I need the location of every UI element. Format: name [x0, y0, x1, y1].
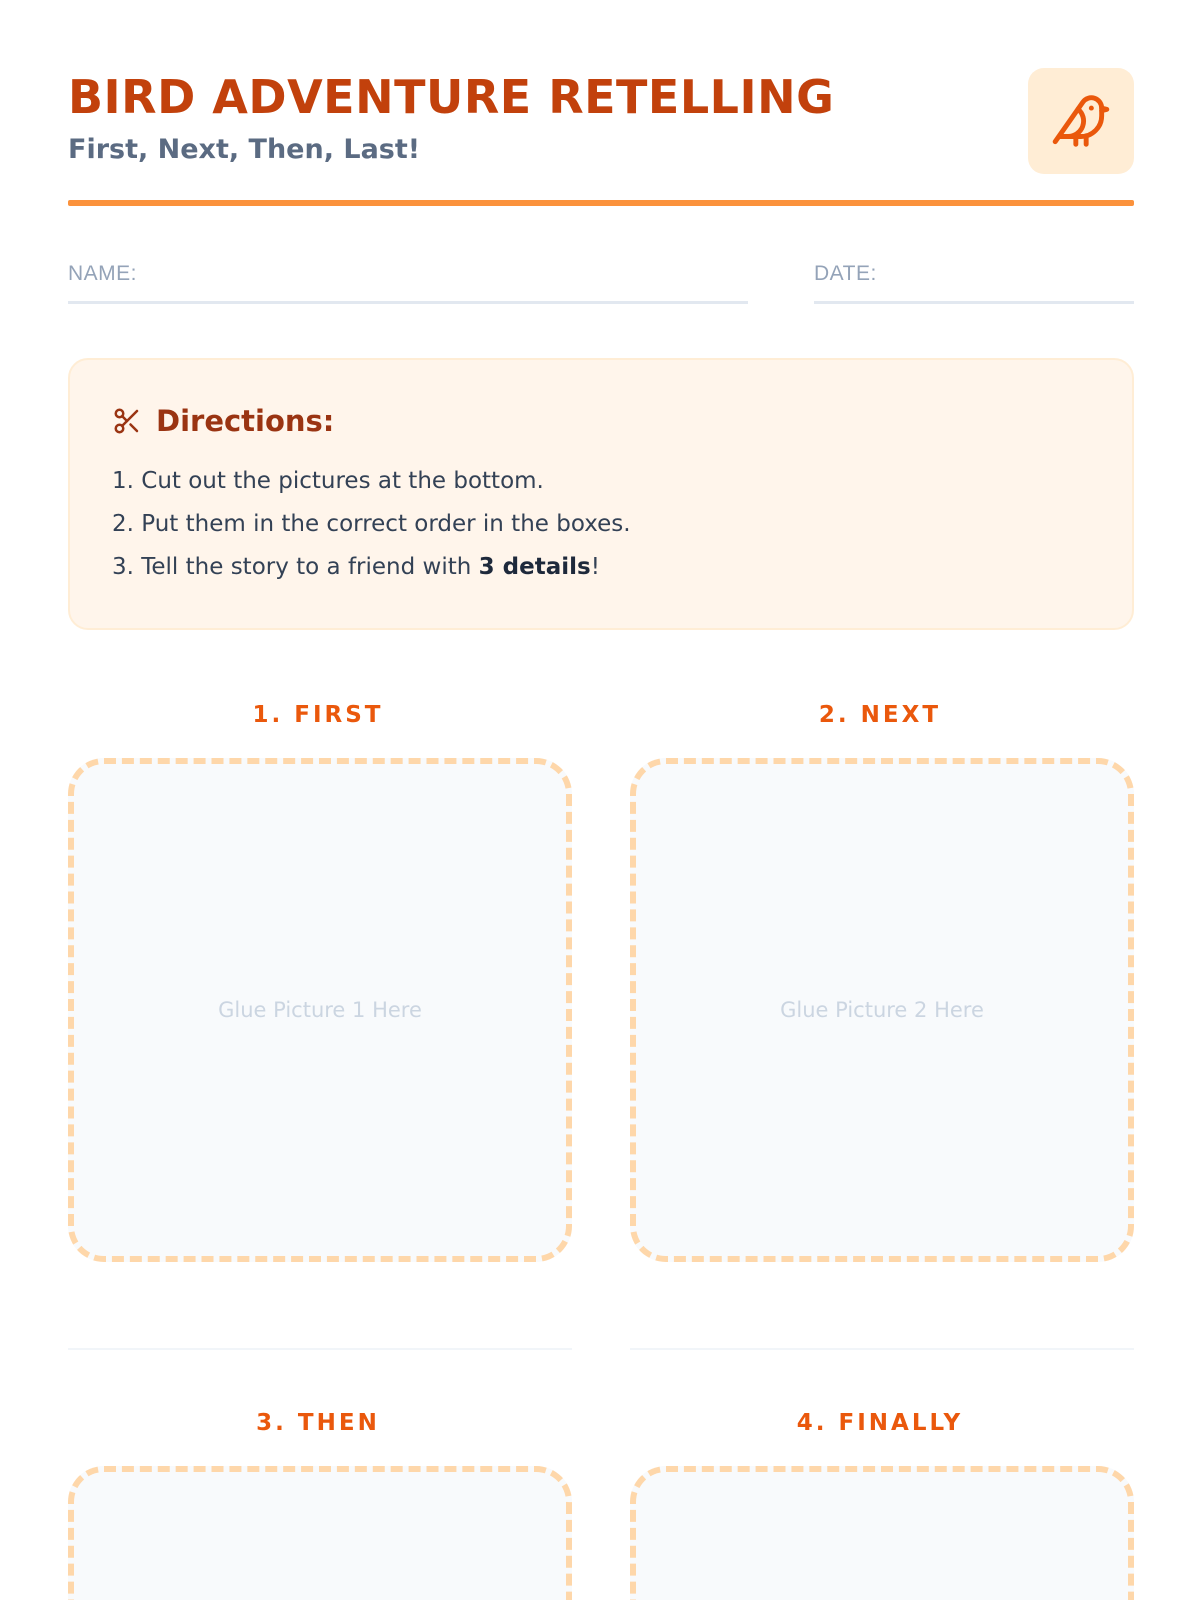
- date-label: DATE:: [814, 262, 877, 285]
- page-subtitle: First, Next, Then, Last!: [68, 134, 421, 165]
- directions-list: [112, 460, 1090, 589]
- glue-placeholder: Glue Picture 1 Here: [218, 998, 422, 1022]
- step-label-finally: 4. FINALLY: [796, 1410, 964, 1436]
- directions-panel: [68, 358, 1134, 630]
- bird-icon: [1050, 90, 1112, 152]
- worksheet-header: [68, 62, 1134, 202]
- date-field[interactable]: [814, 262, 1134, 304]
- direction-item: 3. Tell the story to a friend with 3 details!: [112, 554, 600, 580]
- header-divider: [68, 200, 1134, 206]
- glue-box-2[interactable]: [630, 758, 1134, 1262]
- step-label-first: 1. FIRST: [252, 702, 384, 728]
- row-divider: [68, 1348, 572, 1350]
- glue-box-4[interactable]: [630, 1466, 1134, 1600]
- page-title: BIRD ADVENTURE RETELLING: [68, 70, 835, 124]
- directions-header: [112, 404, 1090, 438]
- direction-item: 2. Put them in the correct order in the boxes.: [112, 511, 631, 537]
- glue-box-1[interactable]: [68, 758, 572, 1262]
- step-label-next: 2. NEXT: [818, 702, 942, 728]
- directions-title: Directions:: [156, 404, 335, 438]
- direction-emphasis: 3 details: [478, 554, 591, 580]
- name-field[interactable]: [68, 262, 748, 304]
- row-divider: [630, 1348, 1134, 1350]
- direction-item: 1. Cut out the pictures at the bottom.: [112, 468, 544, 494]
- name-label: NAME:: [68, 262, 138, 285]
- glue-box-3[interactable]: [68, 1466, 572, 1600]
- logo-badge: [1028, 68, 1134, 174]
- scissors-icon: [112, 406, 142, 436]
- glue-placeholder: Glue Picture 2 Here: [780, 998, 984, 1022]
- step-label-then: 3. THEN: [256, 1410, 380, 1436]
